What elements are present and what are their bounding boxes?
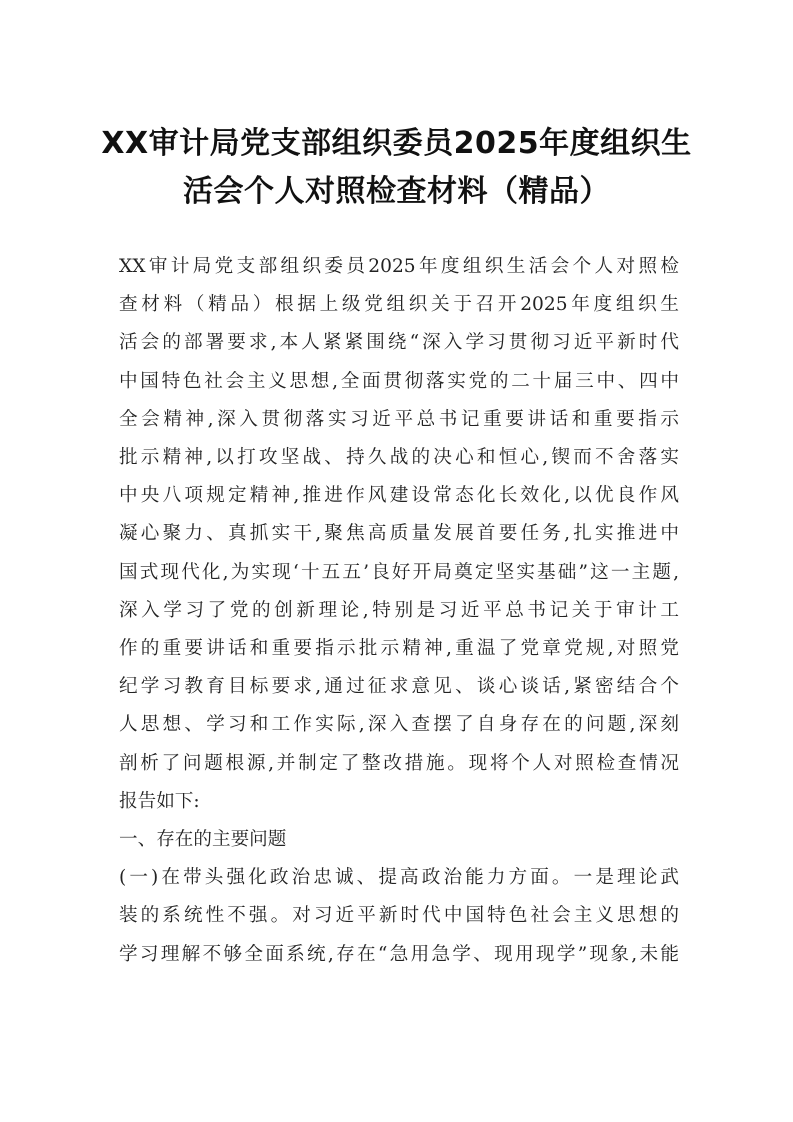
subsection-line: (一)在带头强化政治忠诚、提高政治能力方面。一是理论武 [119, 867, 679, 889]
intro-line: 全会精神,深入贯彻落实习近平总书记重要讲话和重要指示 [119, 408, 679, 430]
intro-line: XX审计局党支部组织委员2025年度组织生活会个人对照检 [119, 256, 679, 277]
subsection-line: 学习理解不够全面系统,存在“急用急学、现用现学”现象,未能 [119, 943, 679, 965]
title-line-1: XX审计局党支部组织委员2025年度组织生 [101, 126, 692, 161]
intro-line: 凝心聚力、真抓实干,聚焦高质量发展首要任务,扎实推进中 [119, 523, 679, 545]
intro-line: 国式现代化,为实现‘十五五’良好开局奠定坚实基础”这一主题, [119, 561, 679, 583]
intro-paragraph [119, 248, 679, 821]
title-line-2: 活会个人对照检查材料（精品） [183, 174, 610, 209]
intro-line: 人思想、学习和工作实际,深入查摆了自身存在的问题,深刻 [119, 714, 679, 736]
intro-line: 剖析了问题根源,并制定了整改措施。现将个人对照检查情况 [119, 752, 679, 774]
intro-line: 中央八项规定精神,推进作风建设常态化长效化,以优良作风 [119, 485, 679, 507]
intro-line: 作的重要讲话和重要指示批示精神,重温了党章党规,对照党 [119, 638, 679, 660]
intro-line: 报告如下: [119, 790, 200, 812]
intro-line: 批示精神,以打攻坚战、持久战的决心和恒心,锲而不舍落实 [119, 447, 679, 469]
intro-line: 纪学习教育目标要求,通过征求意见、谈心谈话,紧密结合个 [119, 676, 679, 698]
intro-line: 查材料（精品）根据上级党组织关于召开2025年度组织生 [119, 294, 679, 316]
subsection-paragraph [119, 859, 679, 974]
intro-line: 深入学习了党的创新理论,特别是习近平总书记关于审计工 [119, 599, 679, 621]
document-title [100, 120, 693, 216]
section-heading: 一、存在的主要问题 [119, 829, 287, 851]
intro-line: 活会的部署要求,本人紧紧围绕“深入学习贯彻习近平新时代 [119, 332, 679, 354]
document-body [119, 248, 679, 974]
intro-line: 中国特色社会主义思想,全面贯彻落实党的二十届三中、四中 [119, 370, 679, 392]
subsection-line: 装的系统性不强。对习近平新时代中国特色社会主义思想的 [119, 905, 679, 927]
